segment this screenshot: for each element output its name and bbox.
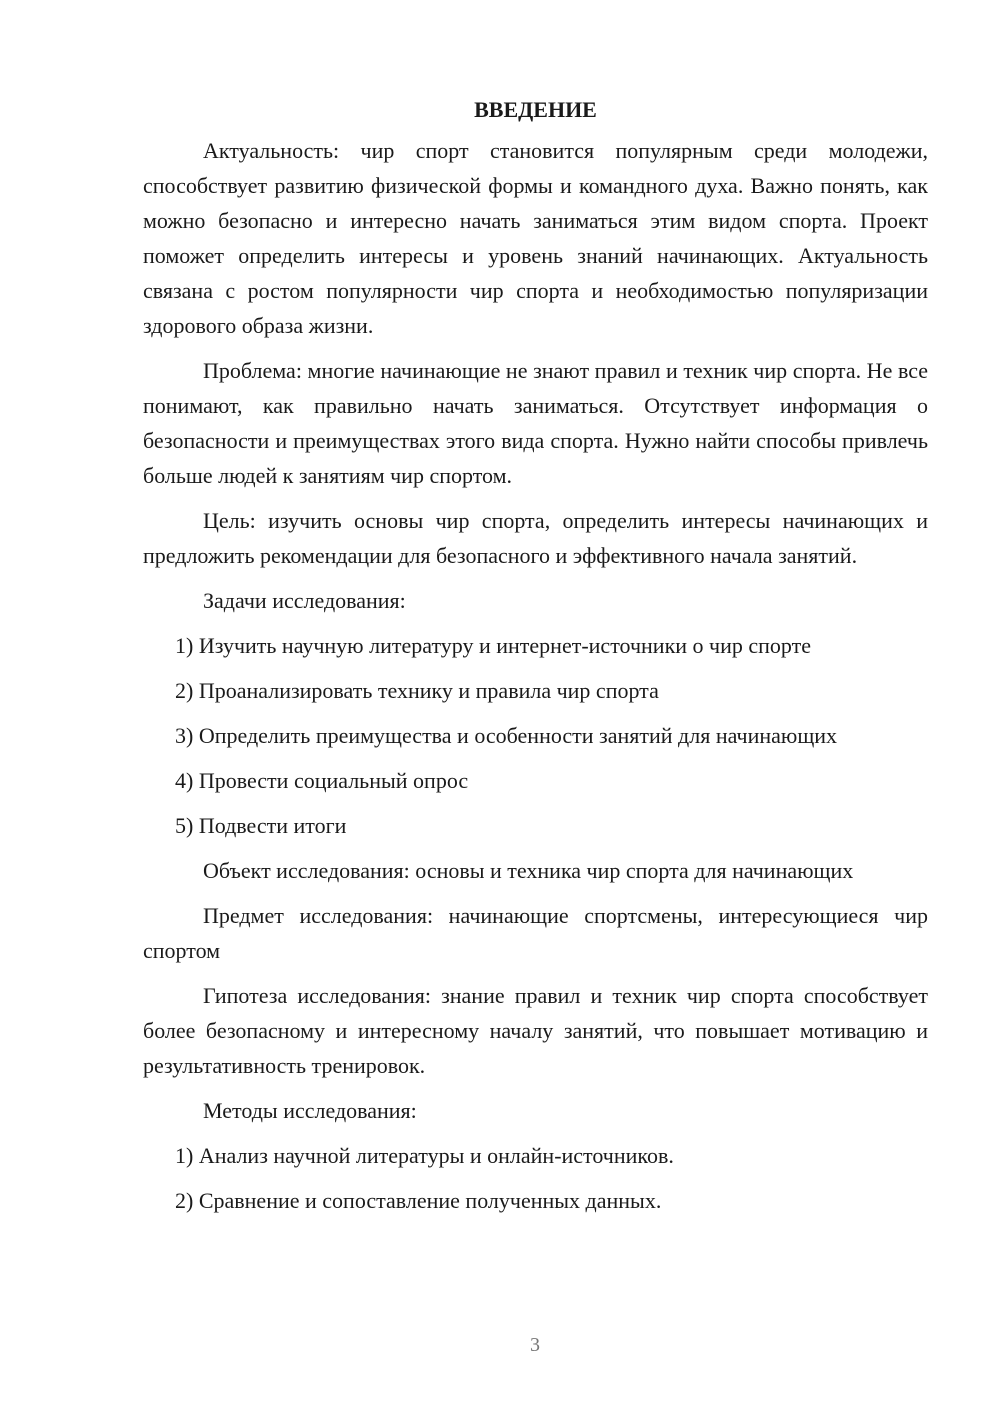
object-paragraph: Объект исследования: основы и техника чир спорта для начинающих: [203, 858, 854, 883]
list-item: 1) Анализ научной литературы и онлайн-источников.: [175, 1143, 674, 1168]
subject-paragraph: Предмет исследования: начинающие спортсмены, интересующиеся чир спортом: [143, 903, 928, 963]
list-item: 2) Проанализировать технику и правила чир спорта: [175, 678, 659, 703]
section-heading: ВВЕДЕНИЕ: [474, 97, 597, 122]
page-number: 3: [530, 1334, 540, 1356]
document-page: [143, 92, 928, 1228]
methods-label: Методы исследования:: [203, 1098, 417, 1123]
relevance-paragraph: Актуальность: чир спорт становится популярным среди молодежи, способствует развитию физической формы и командного духа. Важно понять, как можно безопасно и интересно начать заниматься этим видом спорта. Проект поможет определить интересы и уровень знаний начинающих. Актуальность связана с ростом популярности чир спорта и необходимостью популяризации здорового образа жизни.: [143, 138, 928, 338]
list-item: 4) Провести социальный опрос: [175, 768, 469, 793]
problem-paragraph: Проблема: многие начинающие не знают правил и техник чир спорта. Не все понимают, как правильно начать заниматься. Отсутствует информация о безопасности и преимуществах этого вида спорта. Нужно найти способы привлечь больше людей к занятиям чир спортом.: [143, 358, 928, 488]
hypothesis-paragraph: Гипотеза исследования: знание правил и техник чир спорта способствует более безопасному и интересному началу занятий, что повышает мотивацию и результативность тренировок.: [143, 983, 928, 1078]
list-item: 3) Определить преимущества и особенности занятий для начинающих: [175, 723, 838, 748]
methods-list: [143, 1138, 928, 1218]
list-item: 1) Изучить научную литературу и интернет-источники о чир спорте: [175, 633, 811, 658]
goal-paragraph: Цель: изучить основы чир спорта, определить интересы начинающих и предложить рекомендации для безопасного и эффективного начала занятий.: [143, 508, 928, 568]
tasks-list: [143, 628, 928, 843]
list-item: 5) Подвести итоги: [175, 813, 347, 838]
tasks-label: Задачи исследования:: [203, 588, 406, 613]
list-item: 2) Сравнение и сопоставление полученных данных.: [175, 1188, 662, 1213]
